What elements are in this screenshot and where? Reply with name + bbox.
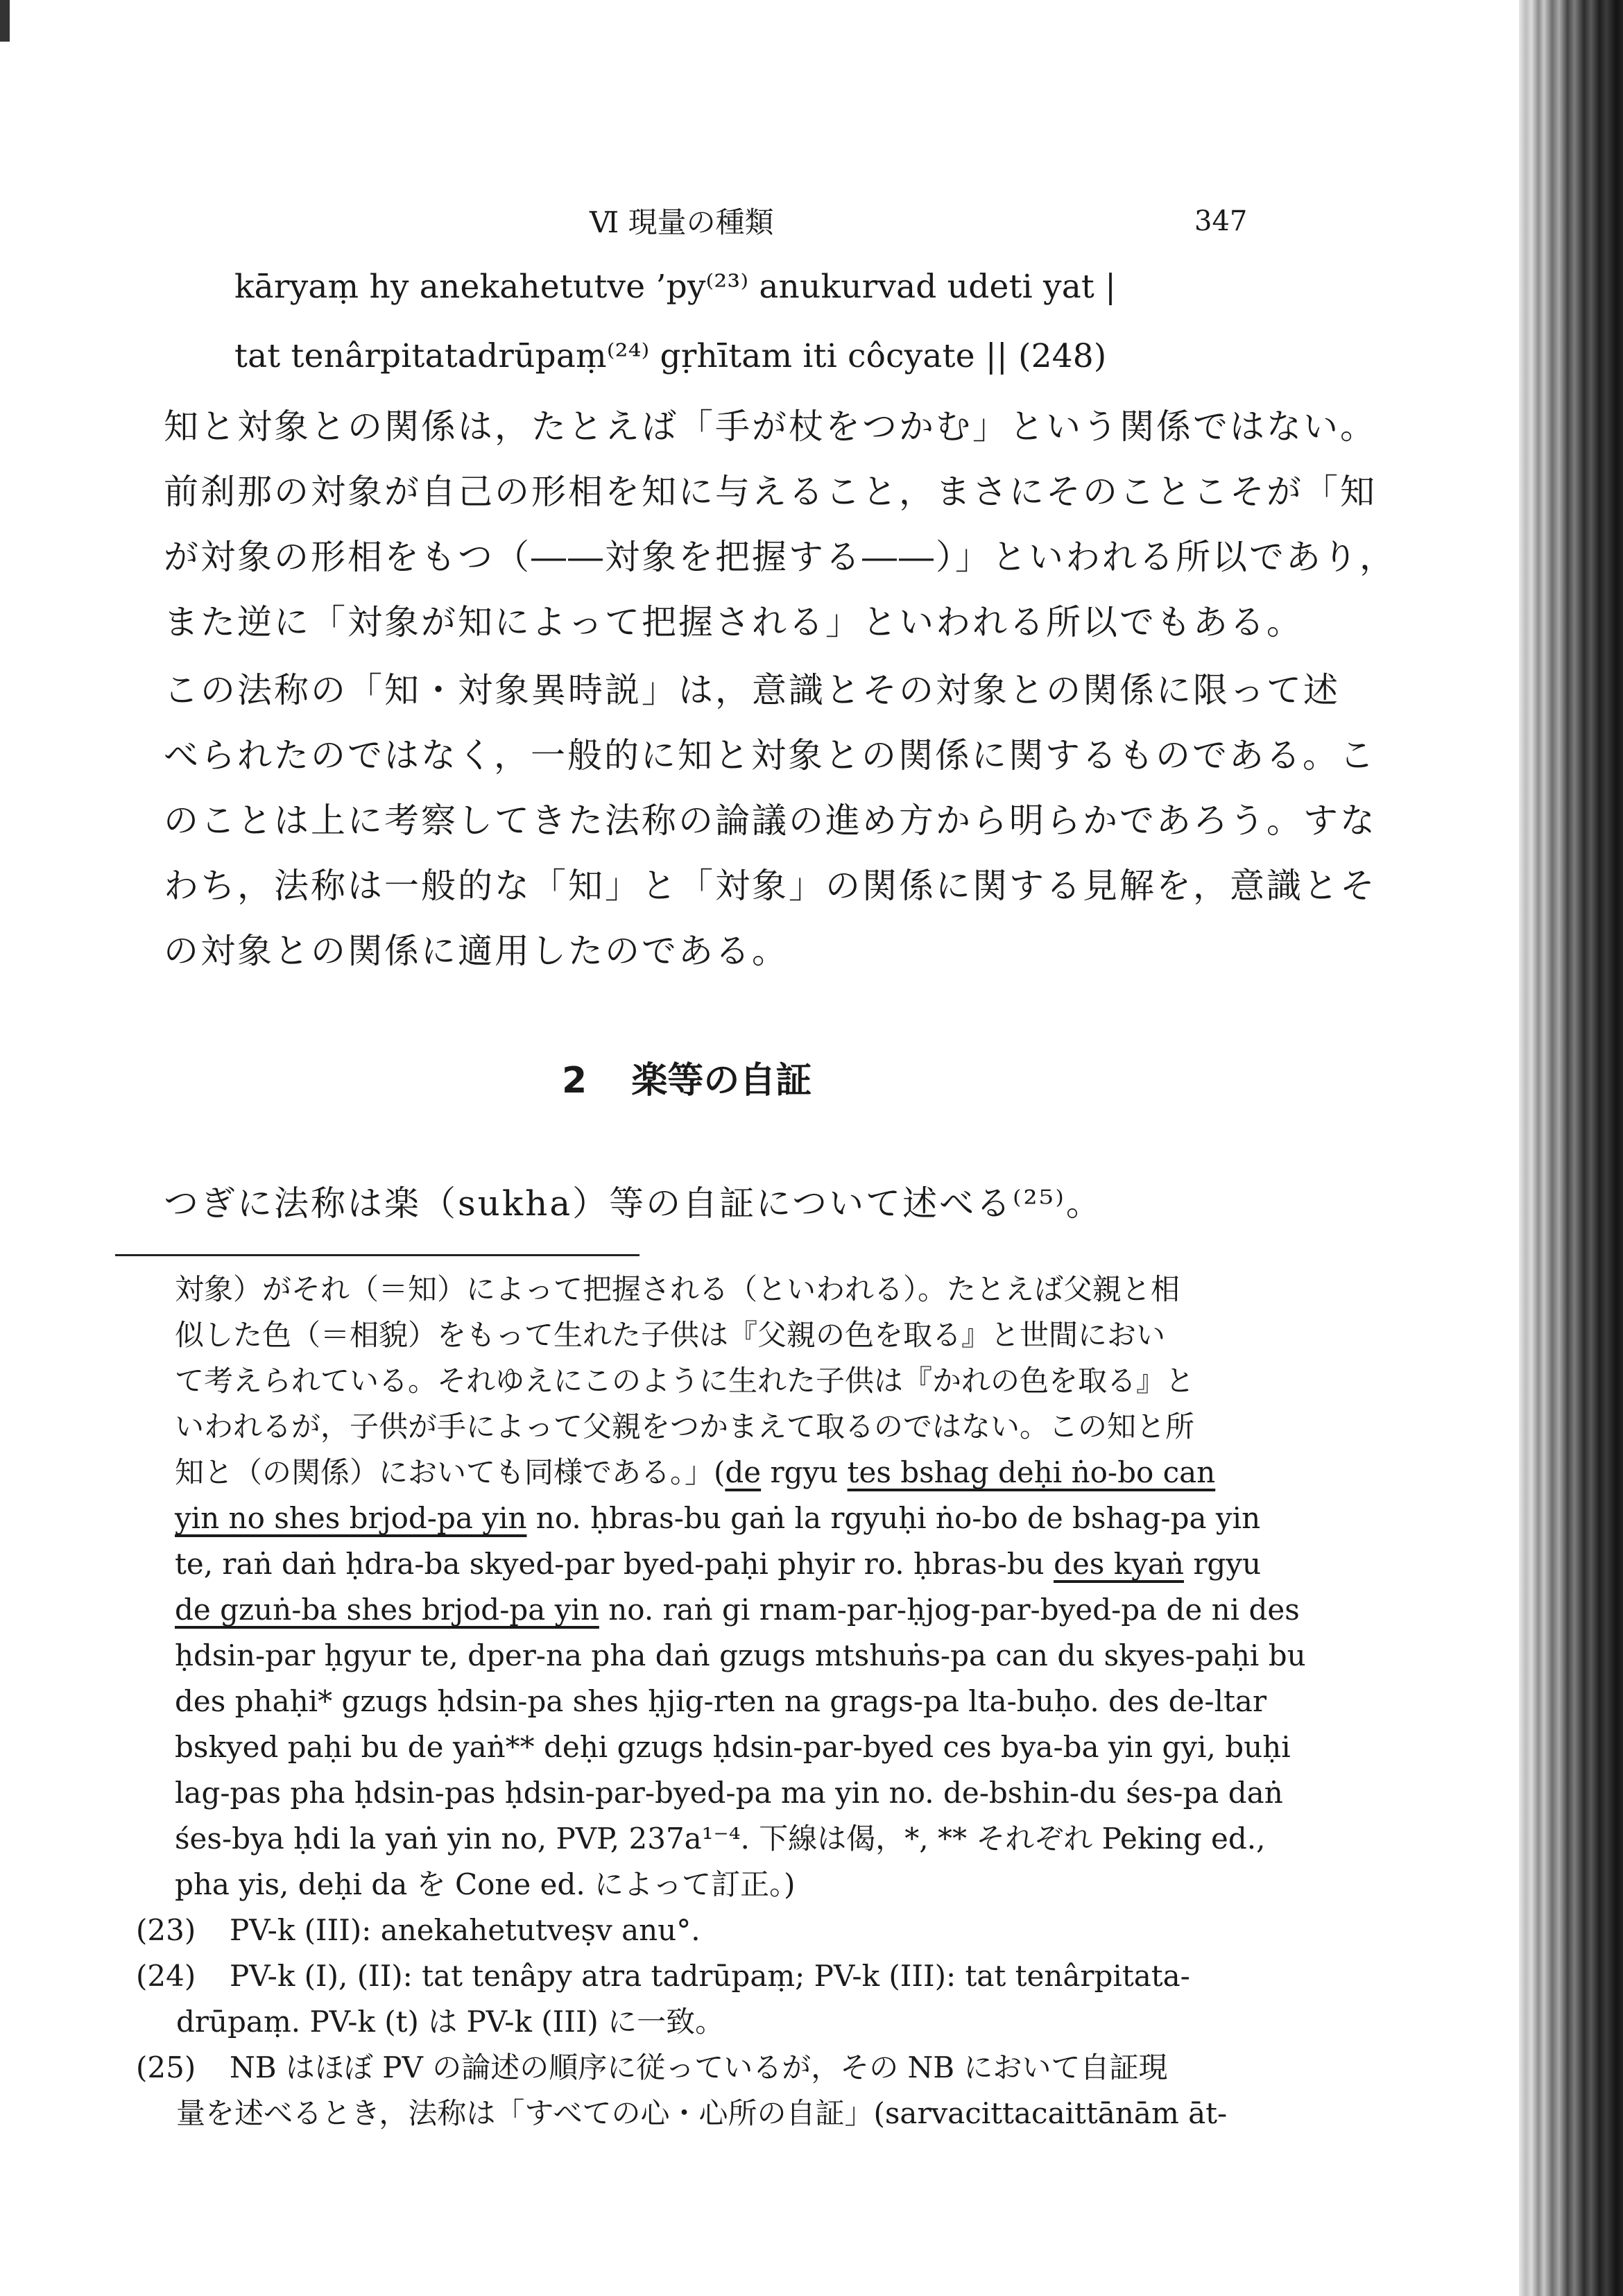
footnote-text: PV-k (III): anekahetutveṣv anu°.	[229, 1913, 701, 1947]
footnote-text: no. ḥbras-bu gaṅ la rgyuḥi ṅo-bo de bshag-pa yin	[526, 1501, 1261, 1535]
footnote-label: (25)	[136, 2050, 196, 2084]
body-line: べられたのではなく，一般的に知と対象との関係に関するものである。こ	[164, 735, 1376, 776]
footnote-line: lag-pas pha ḥdsin-pas ḥdsin-par-byed-pa ma yin no. de-bshin-du śes-pa daṅ	[175, 1776, 1283, 1810]
section-number: 2	[562, 1060, 587, 1102]
footnote-label: (24)	[136, 1959, 196, 1993]
footnote-text: rgyu	[761, 1455, 848, 1489]
footnote-line: ḥdsin-par ḥgyur te, dper-na pha daṅ gzugs mtshuṅs-pa can du skyes-paḥi bu	[175, 1638, 1306, 1672]
scan-corner-mark	[0, 0, 10, 42]
section-heading	[562, 1051, 812, 1103]
page-number: 347	[1194, 205, 1248, 237]
footnote-line	[175, 1455, 1216, 1489]
footnote-line: bskyed paḥi bu de yaṅ** deḥi gzugs ḥdsin-par-byed ces bya-ba yin gyi, buḥi	[175, 1730, 1291, 1764]
footnote-text: 知と（の関係）においても同様である。」(	[175, 1455, 725, 1489]
verse-underline: des kyaṅ	[1054, 1547, 1184, 1581]
book-binding-edge	[1519, 0, 1623, 2296]
running-header: Ⅵ 現量の種類	[590, 205, 774, 239]
body-line: わち，法称は一般的な「知」と「対象」の関係に関する見解を，意識とそ	[164, 866, 1377, 906]
footnote-line: て考えられている。それゆえにこのように生れた子供は『かれの色を取る』と	[175, 1364, 1195, 1398]
sanskrit-verse-line-1: kāryaṃ hy anekahetutve ’py⁽²³⁾ anukurvad udeti yat |	[234, 268, 1117, 306]
footnote-25	[136, 2050, 1168, 2084]
footnote-line: 対象）がそれ（＝知）によって把握される（といわれる）。たとえば父親と相	[175, 1272, 1180, 1306]
footnote-text: te, raṅ daṅ ḥdra-ba skyed-par byed-paḥi phyir ro. ḥbras-bu	[175, 1547, 1054, 1581]
footnote-line	[175, 1547, 1262, 1581]
footnote-label: (23)	[136, 1913, 196, 1947]
footnote-separator	[115, 1254, 639, 1256]
body-line: の対象との関係に適用したのである。	[164, 931, 789, 971]
footnote-text: no. raṅ gi rnam-par-ḥjog-par-byed-pa de ni des	[599, 1593, 1300, 1627]
footnote-25-continuation: 量を述べるとき，法称は「すべての心・心所の自証」(sarvacittacaittānām āt-	[176, 2096, 1228, 2130]
footnote-24-continuation: drūpaṃ. PV-k (t) は PV-k (III) に一致。	[176, 2005, 725, 2039]
footnote-line	[175, 1595, 1300, 1625]
footnote-line: des phaḥi* gzugs ḥdsin-pa shes ḥjig-rten na grags-pa lta-buḥo. des de-ltar	[175, 1684, 1267, 1718]
footnote-line: śes-bya ḥdi la yaṅ yin no, PVP, 237a¹⁻⁴. 下線は偈，*, ** それぞれ Peking ed.,	[175, 1822, 1266, 1856]
footnote-text: rgyu	[1183, 1547, 1262, 1581]
footnote-text: PV-k (I), (II): tat tenâpy atra tadrūpaṃ; PV-k (III): tat tenârpitata-	[229, 1959, 1190, 1993]
verse-underline: de gzuṅ-ba shes brjod-pa yin	[175, 1593, 599, 1627]
footnote-23	[136, 1913, 701, 1947]
footnote-line	[175, 1501, 1261, 1535]
body-line: が対象の形相をもつ（――対象を把握する――）」といわれる所以であり，	[164, 537, 1396, 577]
section-title: 楽等の自証	[631, 1060, 812, 1102]
verse-underline: yin no shes brjod-pa yin	[175, 1501, 527, 1535]
footnote-text: NB はほぼ PV の論述の順序に従っているが，その NB において自証現	[229, 2050, 1168, 2084]
body-line: また逆に「対象が知によって把握される」といわれる所以でもある。	[164, 602, 1303, 642]
footnote-24	[136, 1959, 1190, 1993]
body-line: のことは上に考察してきた法称の論議の進め方から明らかであろう。すな	[164, 800, 1377, 841]
footnote-line: 似した色（＝相貌）をもって生れた子供は『父親の色を取る』と世間におい	[175, 1318, 1166, 1352]
sanskrit-verse-line-2: tat tenârpitatadrūpaṃ⁽²⁴⁾ gṛhītam iti côcyate || (248)	[234, 337, 1107, 375]
body-line: 前刹那の対象が自己の形相を知に与えること，まさにそのことこそが「知	[164, 472, 1377, 512]
footnote-line: pha yis, deḥi da を Cone ed. によって訂正。)	[175, 1867, 796, 1901]
body-line: 知と対象との関係は，たとえば「手が杖をつかむ」という関係ではない。	[164, 406, 1377, 447]
body-line: この法称の「知・対象異時説」は，意識とその対象との関係に限って述	[164, 670, 1340, 710]
section-intro: つぎに法称は楽（sukha）等の自証について述べる⁽²⁵⁾。	[164, 1183, 1103, 1224]
footnote-line: いわれるが，子供が手によって父親をつかまえて取るのではない。この知と所	[175, 1410, 1195, 1443]
verse-underline: tes bshag deḥi ṅo-bo can	[847, 1455, 1216, 1489]
verse-underline: de	[725, 1455, 762, 1489]
